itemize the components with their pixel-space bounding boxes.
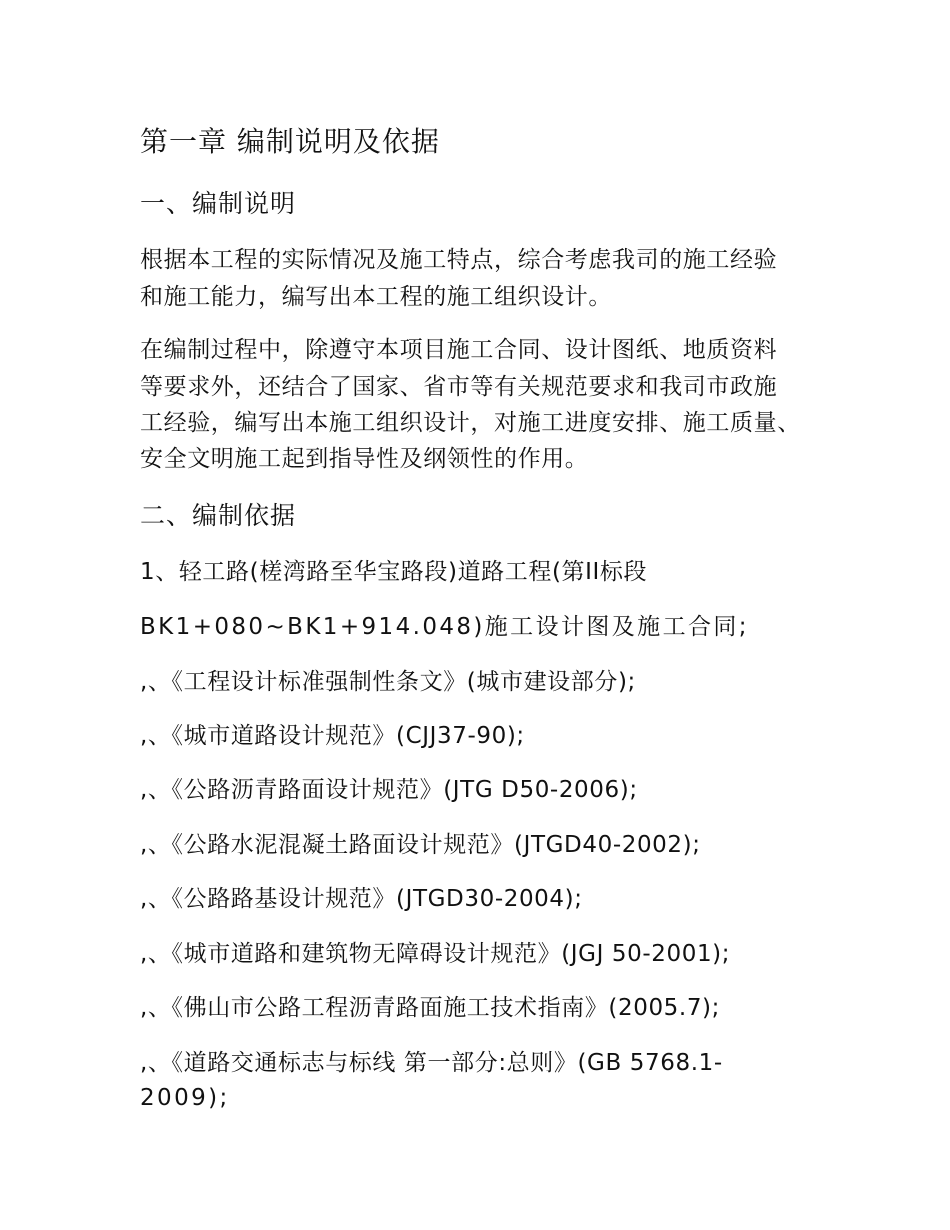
list-item: ,、《城市道路设计规范》(CJJ37-90);	[140, 723, 525, 749]
list-item: ,、《公路沥青路面设计规范》(JTG D50-2006);	[140, 777, 638, 803]
section-heading-2: 二、编制依据	[140, 501, 297, 530]
list-item: 1、轻工路(槎湾路至华宝路段)道路工程(第II标段	[140, 559, 648, 585]
list-item: BK1+080~BK1+914.048)施工设计图及施工合同;	[140, 614, 749, 640]
section-heading-1: 一、编制说明	[140, 189, 297, 218]
paragraph-2-line-1: 在编制过程中，除遵守本项目施工合同、设计图纸、地质资料	[140, 337, 778, 363]
paragraph-1-line-2: 和施工能力，编写出本工程的施工组织设计。	[140, 284, 612, 310]
list-item: 2009);	[140, 1085, 230, 1111]
paragraph-2-line-2: 等要求外，还结合了国家、省市等有关规范要求和我司市政施	[140, 374, 778, 400]
paragraph-1-line-1: 根据本工程的实际情况及施工特点，综合考虑我司的施工经验	[140, 247, 778, 273]
list-item: ,、《工程设计标准强制性条文》(城市建设部分);	[140, 669, 636, 695]
paragraph-2-line-4: 安全文明施工起到指导性及纲领性的作用。	[140, 446, 589, 472]
paragraph-2-line-3: 工经验，编写出本施工组织设计，对施工进度安排、施工质量、	[140, 410, 801, 436]
list-item: ,、《道路交通标志与标线 第一部分:总则》(GB 5768.1-	[140, 1050, 723, 1076]
list-item: ,、《城市道路和建筑物无障碍设计规范》(JGJ 50-2001);	[140, 941, 731, 967]
chapter-title: 第一章 编制说明及依据	[140, 125, 440, 158]
list-item: ,、《佛山市公路工程沥青路面施工技术指南》(2005.7);	[140, 995, 720, 1021]
list-item: ,、《公路路基设计规范》(JTGD30-2004);	[140, 886, 583, 912]
list-item: ,、《公路水泥混凝土路面设计规范》(JTGD40-2002);	[140, 832, 701, 858]
